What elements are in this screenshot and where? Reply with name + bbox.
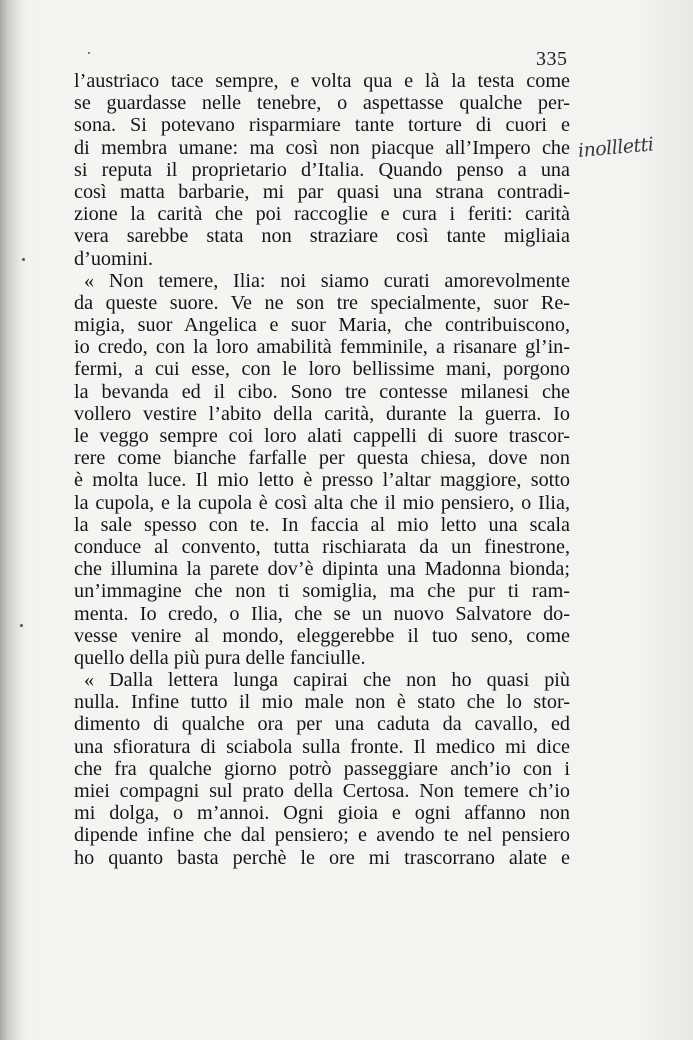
text-line: fermi, a cui esse, con le loro bellissime mani, porgono xyxy=(74,358,570,381)
text-line: si reputa il proprietario d’Italia. Quando penso a una xyxy=(74,158,570,181)
text-line: è molta luce. Il mio letto è presso l’altar maggiore, sotto xyxy=(74,469,570,492)
text-line: la bevanda ed il cibo. Sono tre contesse milanesi che xyxy=(74,380,570,403)
text-line: che fra qualche giorno potrò passeggiare anch’io con i xyxy=(74,757,570,780)
text-line: le veggo sempre coi loro alati cappelli di suore trascor- xyxy=(74,425,570,447)
text-line: da queste suore. Ve ne son tre specialmente, suor Re- xyxy=(74,291,570,314)
text-line: se guardasse nelle tenebre, o aspettasse qualche per- xyxy=(74,92,570,115)
text-line: quello della più pura delle fanciulle. xyxy=(74,646,366,669)
text-line: vera sarebbe stata non straziare così tante migliaia xyxy=(74,225,570,248)
body-text xyxy=(74,70,570,869)
text-line: un’immagine che non ti somiglia, ma che pur ti ram- xyxy=(74,580,570,603)
handwritten-margin-note: inollletti xyxy=(577,133,655,162)
text-line: dipende infine che dal pensiero; e avendo te nel pensiero xyxy=(74,824,570,847)
text-line: « Dalla lettera lunga capirai che non ho quasi più xyxy=(84,669,570,692)
text-line: menta. Io credo, o Ilia, che se un nuovo Salvatore do- xyxy=(74,602,570,625)
text-line: conduce al convento, tutta rischiarata da un finestrone, xyxy=(74,535,570,558)
text-line: una sfioratura di sciabola sulla fronte. Il medico mi dice xyxy=(74,735,570,758)
text-line: « Non temere, Ilia: noi siamo curati amorevolmente xyxy=(84,269,570,292)
text-line: così matta barbarie, mi par quasi una strana contradi- xyxy=(74,180,570,203)
text-line: vesse venire al mondo, eleggerebbe il tuo seno, come xyxy=(74,624,570,647)
text-line: mi dolga, o m’annoi. Ogni gioia e ogni affanno non xyxy=(74,802,570,825)
text-line: la cupola, e la cupola è così alta che il mio pensiero, o Ilia, xyxy=(74,491,570,514)
ink-speck xyxy=(88,52,90,54)
text-line: l’austriaco tace sempre, e volta qua e là la testa come xyxy=(74,70,570,92)
page-binding-edge xyxy=(0,0,26,1040)
page-number: 335 xyxy=(536,48,568,70)
text-line: di membra umane: ma così non piacque all’Impero che xyxy=(74,136,570,159)
ink-speck xyxy=(22,258,25,261)
text-line: sona. Si potevano risparmiare tante torture di cuori e xyxy=(74,114,570,137)
text-line: zione la carità che poi raccoglie e cura i feriti: carità xyxy=(74,203,570,226)
text-line: ho quanto basta perchè le ore mi trascorrano alate e xyxy=(74,846,570,869)
text-line: miei compagni sul prato della Certosa. Non temere ch’io xyxy=(74,780,570,802)
text-line: io credo, con la loro amabilità femminile, a risanare gl’in- xyxy=(74,336,570,359)
ink-speck xyxy=(20,624,23,627)
text-line: migia, suor Angelica e suor Maria, che contribuiscono, xyxy=(74,314,570,337)
text-line: nulla. Infine tutto il mio male non è stato che lo stor- xyxy=(74,691,570,714)
text-line: vollero vestire l’abito della carità, durante la guerra. Io xyxy=(74,402,570,425)
text-line: che illumina la parete dov’è dipinta una Madonna bionda; xyxy=(74,558,570,581)
text-line: la sale spesso con te. In faccia al mio letto una scala xyxy=(74,513,570,536)
text-line: rere come bianche farfalle per questa chiesa, dove non xyxy=(74,447,570,470)
text-line: d’uomini. xyxy=(74,247,154,270)
text-line: dimento di qualche ora per una caduta da cavallo, ed xyxy=(74,713,570,736)
